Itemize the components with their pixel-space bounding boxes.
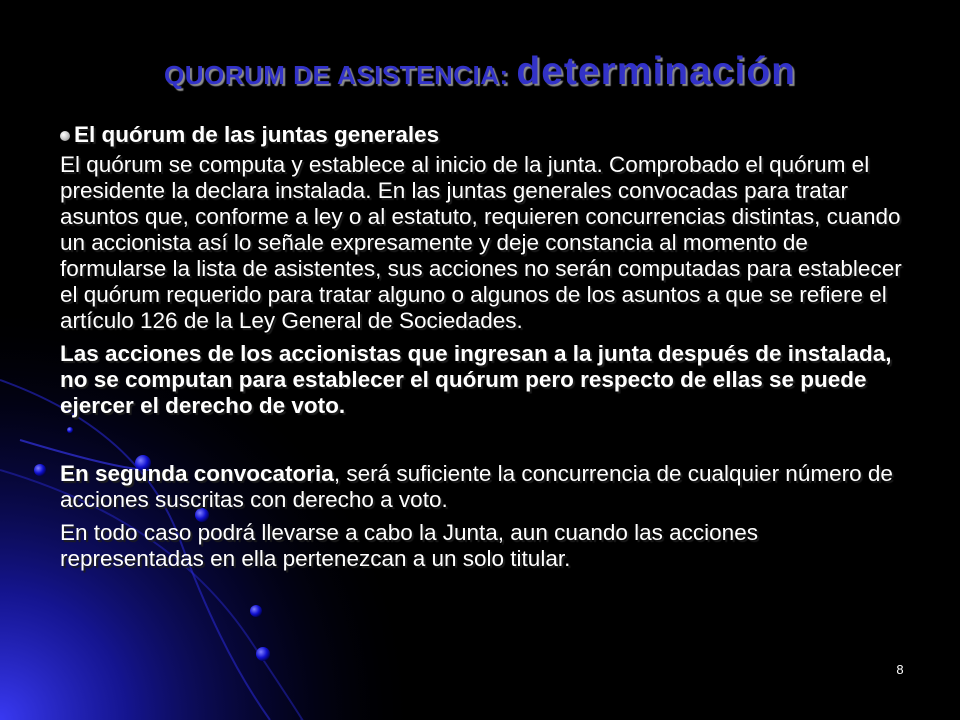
second-call-label: En segunda convocatoria	[60, 461, 334, 486]
paragraph-late-shareholders: Las acciones de los accionistas que ingresan a la junta después de instalada, no se computan para establecer el quórum pero respecto de ellas se puede ejercer el derecho de voto.	[60, 341, 892, 418]
slide-body	[60, 122, 905, 579]
decor-dot	[34, 464, 46, 476]
bullet-item	[60, 122, 905, 148]
second-call-text: , será suficiente la concurrencia de cualquier número de acciones suscritas con derecho a voto.	[60, 461, 893, 512]
slide-number: 8	[896, 662, 904, 677]
slide-title	[0, 50, 960, 94]
title-part-2: determinación	[516, 50, 796, 93]
paragraph-second-call	[60, 461, 905, 513]
decor-dot	[250, 605, 262, 617]
spacer	[60, 426, 905, 461]
decor-dot	[256, 647, 270, 661]
paragraph-quorum: El quórum se computa y establece al inicio de la junta. Comprobado el quórum el presidente la declara instalada. En las juntas generales convocadas para tratar asuntos que, conforme a ley o al estatuto, requieren concurrencias distintas, cuando un accionista así lo señale expresamente y deje constancia al momento de formularse la lista de asistentes, sus acciones no serán computadas para establecer el quórum requerido para tratar alguno o algunos de los asuntos a que se refiere el artículo 126 de la Ley General de Sociedades.	[60, 152, 902, 333]
paragraph-single-holder: En todo caso podrá llevarse a cabo la Junta, aun cuando las acciones representadas en ella pertenezcan a un solo titular.	[60, 520, 758, 571]
title-part-1: QUORUM DE ASISTENCIA:	[164, 60, 517, 90]
bullet-heading: El quórum de las juntas generales	[74, 122, 440, 147]
bullet-dot-icon	[60, 131, 70, 141]
